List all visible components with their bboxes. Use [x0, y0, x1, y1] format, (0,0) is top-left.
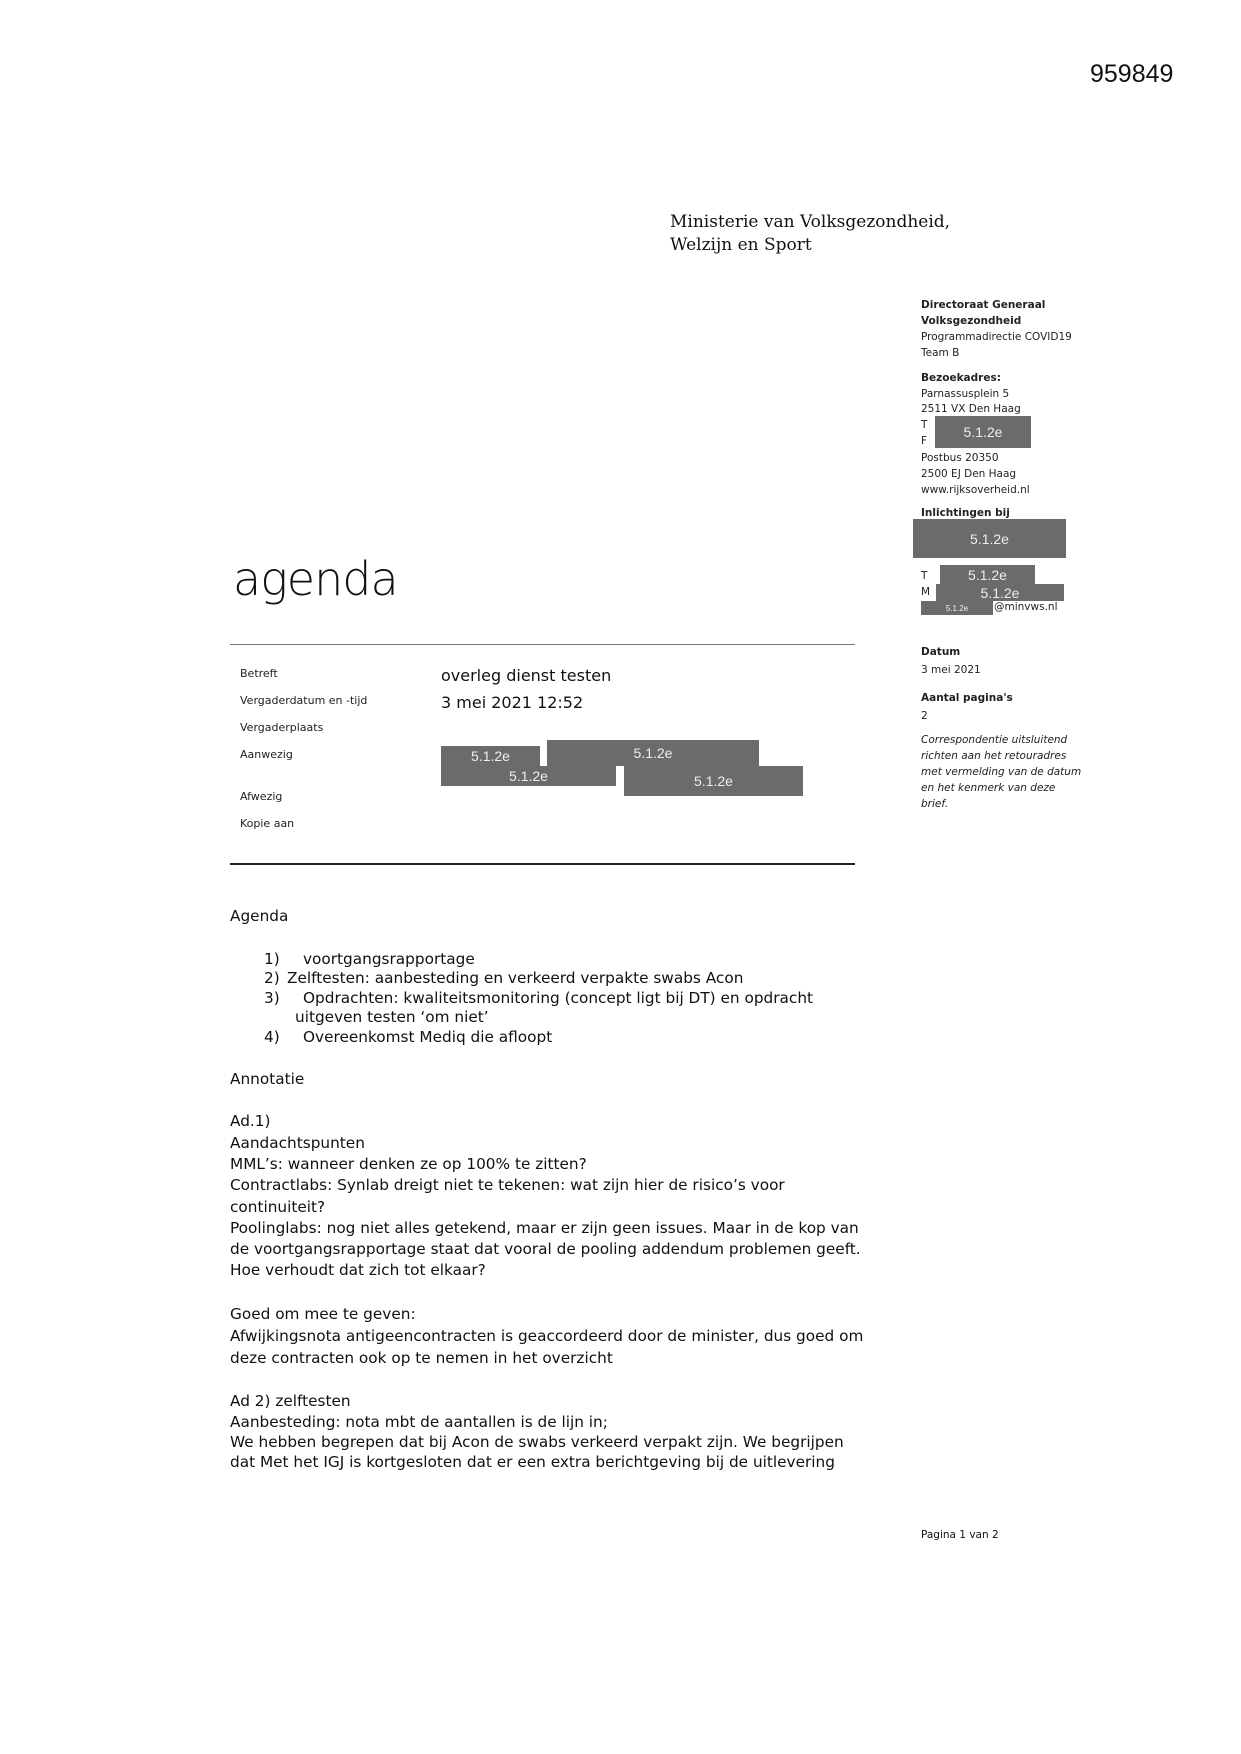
mobile-label: M	[921, 586, 931, 598]
item-number: 3)	[264, 989, 280, 1007]
correspondence-note: en het kenmerk van deze	[921, 782, 1056, 794]
document-number: 959849	[1090, 60, 1174, 88]
body-line: Ad.1)	[230, 1112, 271, 1130]
correspondence-note: brief.	[921, 798, 949, 810]
postal-address: 2500 EJ Den Haag	[921, 468, 1017, 480]
meta-label: Afwezig	[240, 790, 283, 803]
postal-address: Postbus 20350	[921, 452, 999, 464]
phone-label: T	[921, 419, 928, 431]
unit: Team B	[921, 347, 960, 359]
date-value: 3 mei 2021	[921, 664, 981, 676]
agenda-item: voortgangsrapportage	[303, 950, 475, 968]
correspondence-note: Correspondentie uitsluitend	[921, 734, 1068, 746]
visit-label: Bezoekadres:	[921, 372, 1001, 384]
body-line: Contractlabs: Synlab dreigt niet te tekenen: wat zijn hier de risico’s voor	[230, 1176, 785, 1194]
agenda-item: Zelftesten: aanbesteding en verkeerd verpakte swabs Acon	[287, 969, 744, 987]
divider	[230, 863, 855, 865]
body-line: continuiteit?	[230, 1198, 326, 1216]
body-line: Goed om mee te geven:	[230, 1305, 416, 1323]
meta-label: Aanwezig	[240, 748, 293, 761]
redaction-box: 5.1.2e	[441, 766, 616, 786]
ministry-line: Welzijn en Sport	[670, 235, 812, 255]
directorate: Volksgezondheid	[921, 315, 1022, 327]
ministry-line: Ministerie van Volksgezondheid,	[670, 212, 951, 232]
redaction-box: 5.1.2e	[441, 746, 540, 766]
meta-label: Betreft	[240, 667, 278, 680]
subject-value: overleg dienst testen	[441, 666, 612, 685]
annotation-heading: Annotatie	[230, 1070, 305, 1088]
redaction-box: 5.1.2e	[936, 584, 1064, 601]
body-line: Hoe verhoudt dat zich tot elkaar?	[230, 1261, 486, 1279]
divider	[230, 644, 855, 645]
redaction-box: 5.1.2e	[547, 740, 759, 766]
agenda-heading: Agenda	[230, 907, 289, 925]
body-line: deze contracten ook op te nemen in het overzicht	[230, 1349, 613, 1367]
correspondence-note: met vermelding van de datum	[921, 766, 1082, 778]
phone-label: T	[921, 570, 928, 582]
body-line: de voortgangsrapportage staat dat vooral de pooling addendum problemen geeft.	[230, 1240, 861, 1258]
directorate: Directoraat Generaal	[921, 299, 1046, 311]
fax-label: F	[921, 435, 928, 447]
body-line: Poolinglabs: nog niet alles getekend, maar er zijn geen issues. Maar in de kop van	[230, 1219, 859, 1237]
visit-address: 2511 VX Den Haag	[921, 403, 1021, 415]
visit-address: Parnassusplein 5	[921, 388, 1010, 400]
body-line: Afwijkingsnota antigeencontracten is geaccordeerd door de minister, dus goed om	[230, 1327, 864, 1345]
agenda-item-continued: uitgeven testen ‘om niet’	[295, 1008, 489, 1026]
body-line: Ad 2) zelftesten	[230, 1392, 351, 1410]
datetime-value: 3 mei 2021 12:52	[441, 693, 584, 712]
email-domain: @minvws.nl	[994, 601, 1058, 613]
correspondence-note: richten aan het retouradres	[921, 750, 1067, 762]
body-line: Aandachtspunten	[230, 1134, 365, 1152]
meta-label: Vergaderdatum en -tijd	[240, 694, 368, 707]
date-label: Datum	[921, 646, 961, 658]
pages-value: 2	[921, 710, 928, 722]
redaction-box: 5.1.2e	[624, 766, 803, 796]
pages-label: Aantal pagina's	[921, 692, 1013, 704]
agenda-item: Overeenkomst Mediq die afloopt	[303, 1028, 553, 1046]
website: www.rijksoverheid.nl	[921, 484, 1030, 496]
body-line: We hebben begrepen dat bij Acon de swabs verkeerd verpakt zijn. We begrijpen	[230, 1433, 844, 1451]
body-line: Aanbesteding: nota mbt de aantallen is de lijn in;	[230, 1413, 608, 1431]
info-label: Inlichtingen bij	[921, 507, 1010, 519]
meta-label: Kopie aan	[240, 817, 295, 830]
page-number: Pagina 1 van 2	[921, 1529, 999, 1541]
meta-label: Vergaderplaats	[240, 721, 324, 734]
body-line: MML’s: wanneer denken ze op 100% te zitten?	[230, 1155, 587, 1173]
item-number: 1)	[264, 950, 280, 968]
item-number: 2)	[264, 969, 280, 987]
redaction-box: 5.1.2e	[913, 519, 1066, 558]
agenda-item: Opdrachten: kwaliteitsmonitoring (concept ligt bij DT) en opdracht	[303, 989, 814, 1007]
redaction-box: 5.1.2e	[921, 601, 993, 615]
redaction-box: 5.1.2e	[940, 565, 1035, 584]
unit: Programmadirectie COVID19	[921, 331, 1072, 343]
redaction-box: 5.1.2e	[935, 416, 1031, 448]
item-number: 4)	[264, 1028, 280, 1046]
document-title: agenda	[233, 552, 398, 606]
body-line: dat Met het IGJ is kortgesloten dat er een extra berichtgeving bij de uitlevering	[230, 1453, 835, 1471]
